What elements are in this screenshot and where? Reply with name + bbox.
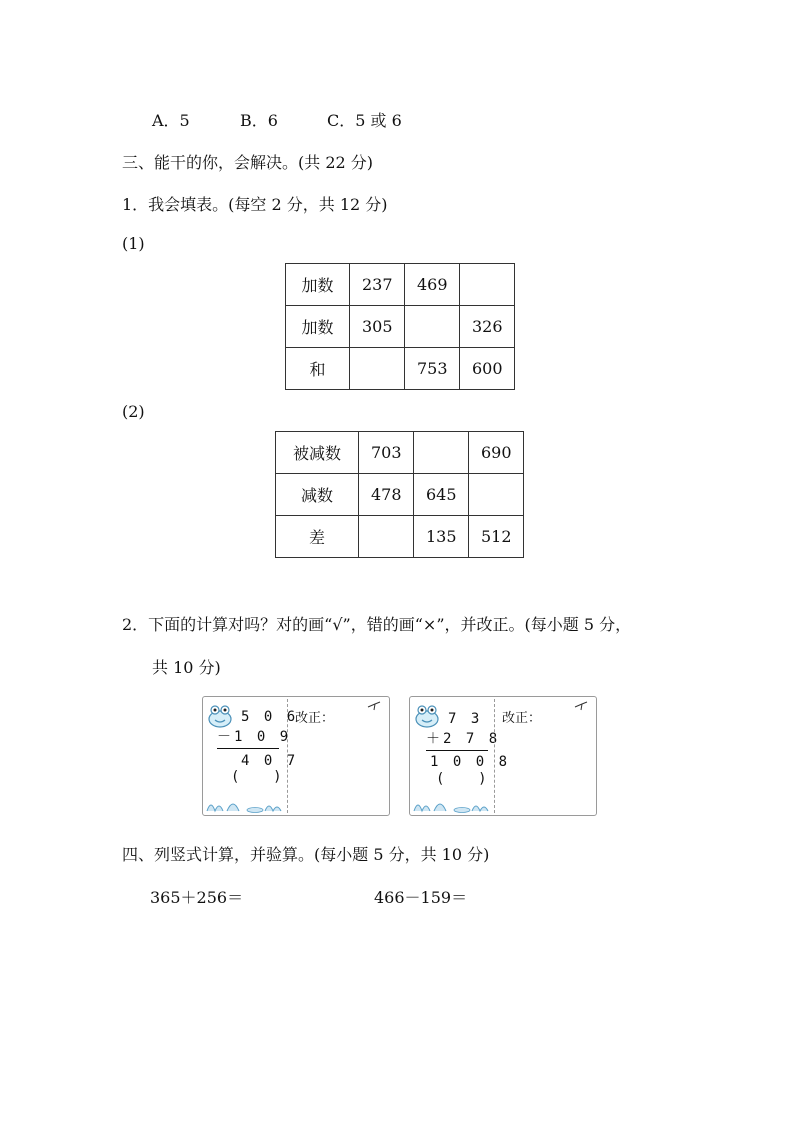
- table-row: [286, 306, 515, 348]
- table-row: [276, 516, 524, 558]
- calc-row-3: 4 0 7: [241, 753, 299, 769]
- table-cell: 645: [414, 474, 469, 516]
- calc-row-2: ＋2 7 8: [426, 731, 501, 747]
- calc-card-1: [202, 696, 390, 816]
- table-row: [286, 264, 515, 306]
- section3-title: 三、能干的你，会解决。(共 22 分): [122, 153, 374, 172]
- table-cell: 305: [350, 306, 405, 348]
- table-row: [286, 348, 515, 390]
- table-cell: 被减数: [276, 432, 359, 474]
- section4-title: 四、列竖式计算，并验算。(每小题 5 分，共 10 分): [122, 845, 490, 864]
- q2-title-line1: 2．下面的计算对吗？对的画“√”，错的画“×”，并改正。(每小题 5 分，: [122, 615, 632, 634]
- lotus-decoration-icon: [412, 789, 492, 813]
- table-cell: 690: [469, 432, 524, 474]
- correction-label: 改正：: [502, 711, 542, 726]
- corner-mark-icon: [574, 701, 588, 711]
- calc-rule: [426, 750, 488, 751]
- table-cell: 237: [350, 264, 405, 306]
- table-cell: [414, 432, 469, 474]
- table-cell: [350, 348, 405, 390]
- expression-2: 466－159＝: [374, 888, 468, 907]
- lotus-decoration-icon: [205, 789, 285, 813]
- calc-rule: [217, 748, 279, 749]
- table-cell: 减数: [276, 474, 359, 516]
- table-cell: 469: [405, 264, 460, 306]
- part1-label: (1): [122, 234, 145, 253]
- answer-paren: ( ): [436, 771, 487, 787]
- answer-paren: ( ): [231, 769, 282, 785]
- frog-icon: [207, 703, 233, 729]
- corner-mark-icon: [367, 701, 381, 711]
- card-divider: [287, 699, 288, 813]
- part2-label: (2): [122, 402, 145, 421]
- calc-row-1: 5 0 6: [241, 709, 299, 725]
- table-cell: [405, 306, 460, 348]
- table-cell: 加数: [286, 264, 350, 306]
- calc-row-1: 7 3: [448, 711, 483, 727]
- q1-title: 1．我会填表。(每空 2 分，共 12 分): [122, 195, 388, 214]
- table-cell: [359, 516, 414, 558]
- table-cell: [469, 474, 524, 516]
- calc-row-3: 1 0 0 8: [430, 754, 511, 770]
- correction-label: 改正：: [295, 711, 335, 726]
- table-cell: 差: [276, 516, 359, 558]
- calc-card-2: [409, 696, 597, 816]
- table-cell: 和: [286, 348, 350, 390]
- table-cell: 326: [460, 306, 515, 348]
- option-a: A．5: [152, 111, 190, 130]
- table-row: [276, 432, 524, 474]
- table-cell: 478: [359, 474, 414, 516]
- table-cell: 加数: [286, 306, 350, 348]
- q2-title-line2: 共 10 分): [152, 658, 221, 677]
- table-cell: [460, 264, 515, 306]
- calc-row-2: －1 0 9: [217, 729, 292, 745]
- table-cell: 703: [359, 432, 414, 474]
- subtraction-table: [275, 431, 524, 558]
- expression-1: 365＋256＝: [150, 888, 244, 907]
- frog-icon: [414, 703, 440, 729]
- table-row: [276, 474, 524, 516]
- card-divider: [494, 699, 495, 813]
- table-cell: 512: [469, 516, 524, 558]
- table-cell: 135: [414, 516, 469, 558]
- table-cell: 600: [460, 348, 515, 390]
- option-c: C．5 或 6: [327, 111, 402, 130]
- option-b: B．6: [240, 111, 278, 130]
- table-cell: 753: [405, 348, 460, 390]
- addition-table: [285, 263, 515, 390]
